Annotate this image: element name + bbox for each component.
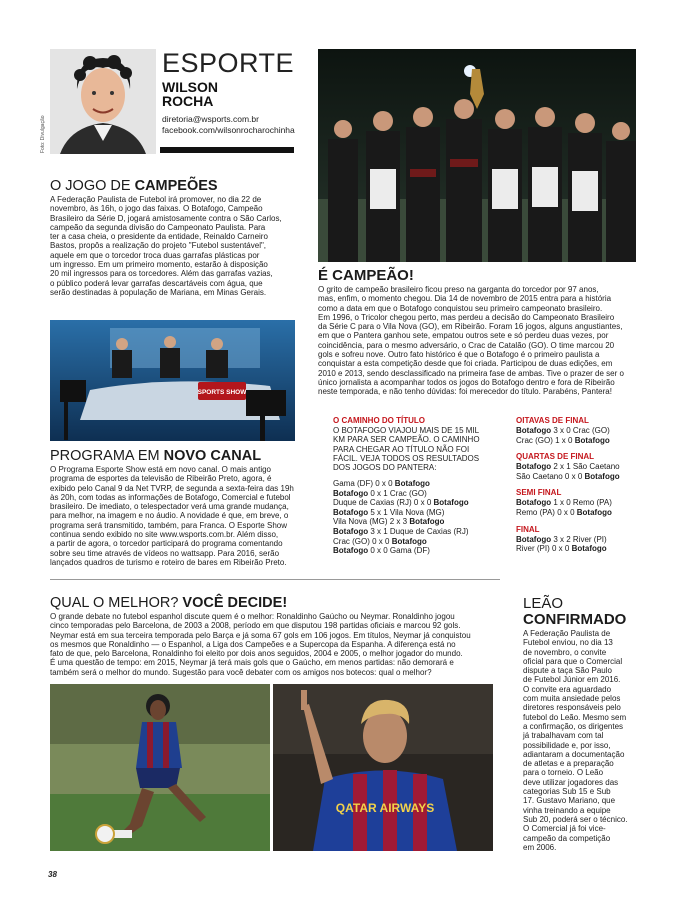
text-line: Sub 20, poderá ser o técnico. — [523, 814, 628, 824]
text-line: conquistar a esta competição desde que foi criada. Participou de duas edições, em — [318, 359, 613, 369]
result-row — [516, 544, 646, 554]
result-row — [516, 462, 646, 472]
result-team-botafogo: Botafogo — [333, 488, 369, 498]
article3-body — [50, 465, 300, 567]
text-line: campeão da segunda divisão do Campeonato Paulista. Para — [50, 222, 266, 232]
text-line: Brasileiro da Série D, jogará amistosamente contra o São Carlos, — [50, 213, 282, 223]
text-line: a confirmação, os dirigentes — [523, 721, 624, 731]
text-line: ter a casa cheia, o presidente da entidade, Reinaldo Carneiro — [50, 232, 268, 242]
text-line: novembro, às 16h, o jogo das faixas. O Botafogo, Campeão — [50, 204, 263, 214]
text-line: serão destinadas à população de Mariana, em Minas Gerais. — [50, 287, 267, 297]
text-line: exibido pelo Canal 9 da Net TVRP, de segunda a sexta-feira das 19h — [50, 483, 294, 493]
result-row — [333, 498, 513, 508]
article4-title-light: QUAL O MELHOR? — [50, 595, 183, 611]
caminho-title: O CAMINHO DO TÍTULO — [333, 416, 425, 425]
text-line: o público poderá levar garrafas descartáveis com água, que — [50, 278, 263, 288]
article4-title — [50, 595, 287, 611]
result-team-botafogo: Botafogo — [409, 517, 445, 527]
article4-body — [50, 612, 505, 677]
finals-stage-title: FINAL — [516, 524, 540, 534]
text-line: mas, enfim, o momento chegou. Dia 14 de novembro de 2015 entra para a história — [318, 294, 612, 304]
finals-stage-title: QUARTAS DE FINAL — [516, 452, 595, 462]
author-last-name: ROCHA — [162, 93, 214, 109]
article5-body — [523, 629, 643, 852]
finals-stage-title: SEMI FINAL — [516, 488, 562, 498]
text-line: de novembro, o convite — [523, 647, 607, 657]
result-row — [333, 517, 513, 527]
text-line: coincidência, para o mesmo adversário, o Crac de Catalão (GO). O time marcou 20 — [318, 340, 615, 350]
text-line: A Federação Paulista de Futebol irá promover, no dia 22 de — [50, 195, 262, 204]
text-line: O convite era aguardado — [523, 684, 612, 694]
text-line: FÁCIL. VEJA TODOS OS RESULTADOS — [333, 453, 480, 463]
text-line: KM PARA SER CAMPEÃO. O CAMINHO — [333, 435, 480, 445]
text-line: brasileiro. De imediato, o telespectador verá uma grande mudança, — [50, 502, 289, 512]
finals-stage-title: OITAVAS DE FINAL — [516, 416, 589, 425]
photo-credit: Foto: Divulgação — [40, 115, 46, 153]
result-left: Gama (DF) 0 x 0 — [333, 479, 395, 488]
text-line: campeão da competição — [523, 833, 611, 843]
article2-title: É CAMPEÃO! — [318, 267, 414, 284]
text-line: programa será transmitido, também, para Franca. O Esporte Show — [50, 520, 287, 530]
text-line: 2010 e 2013, sendo desclassificado na primeira fase de ambas. Tive o prazer de ser o — [318, 368, 624, 378]
text-line: da Série C para o Vila Nova (GO), em Ribeirão. Foram 16 jogos, alguns angustiantes, — [318, 322, 623, 332]
text-line: O grito de campeão brasileiro ficou preso na garganta do torcedor por 97 anos, — [318, 285, 599, 294]
result-team-botafogo: Botafogo — [333, 507, 369, 517]
result-team-botafogo: Botafogo — [333, 526, 369, 536]
result-team-botafogo: Botafogo — [516, 426, 552, 435]
result-team-botafogo: Botafogo — [433, 498, 469, 508]
neymar-shirt-text: QATAR AIRWAYS — [335, 801, 435, 815]
result-row — [333, 527, 513, 537]
text-line: adiantaram a documentação — [523, 749, 625, 759]
result-row — [516, 472, 646, 482]
article3-title-light: PROGRAMA EM — [50, 448, 164, 464]
result-team-botafogo: Botafogo — [516, 534, 552, 544]
result-right: 1 x 0 Remo (PA) — [551, 498, 612, 508]
article4-title-bold: VOCÊ DECIDE! — [182, 595, 288, 611]
article2-body — [318, 285, 640, 397]
text-line: Em 1996, o Tricolor chegou perto, mas perdeu a decisão do Campeonato Brasileiro — [318, 312, 615, 322]
author-first-name: WILSON — [162, 79, 218, 95]
result-right: 5 x 1 Vila Nova (MG) — [368, 507, 445, 517]
text-line: gols e sofreu nove. Outro fato histórico é que o Botafogo é o primeiro paulista a — [318, 350, 600, 360]
champions-photo — [318, 49, 636, 262]
text-line: Futebol enviou, no dia 13 — [523, 638, 613, 648]
text-line: programa de esportes da televisão de Ribeirão Preto, agora, é — [50, 474, 272, 484]
text-line: em 2006. — [523, 842, 557, 852]
text-line: para o torneio. O Leão — [523, 768, 604, 778]
text-line: O BOTAFOGO VIAJOU MAIS DE 15 MIL — [333, 426, 480, 435]
studio-photo — [50, 320, 295, 441]
text-line: como a data em que o Botafogo conquistou seu primeiro campeonato brasileiro. — [318, 303, 603, 313]
studio-sign: SPORTS SHOW — [197, 389, 247, 396]
result-team-botafogo: Botafogo — [391, 536, 427, 546]
text-line: sobre seu time através de vídeos no wattsapp. Para 2016, serão — [50, 548, 280, 558]
text-line: com muita ansiedade pelos — [523, 694, 621, 704]
result-row — [333, 546, 513, 556]
result-team-botafogo: Botafogo — [394, 479, 430, 488]
text-line: DOS JOGOS DO PANTERA: — [333, 463, 437, 473]
result-right: 0 x 0 Gama (DF) — [368, 546, 430, 556]
text-line: O Programa Esporte Show está em novo canal. O mais antigo — [50, 465, 271, 474]
article5-title-bold: CONFIRMADO — [523, 611, 627, 628]
result-right: 0 x 1 Crac (GO) — [368, 488, 427, 498]
text-line: PARA CHEGAR AO TÍTULO NÃO FOI — [333, 444, 470, 454]
result-left: River (PI) 0 x 0 — [516, 544, 572, 554]
page-number: 38 — [48, 870, 57, 879]
text-line: O grande debate no futebol espanhol discute quem é o melhor: Ronaldinho Gaúcho ou Neymar. Ronaldinho jogou — [50, 612, 455, 621]
text-line: de Futebol Júnior em 2016. — [523, 675, 621, 685]
result-row — [333, 508, 513, 518]
text-line: cinco temporadas pelo Barcelona, de 2003 a 2008, período em que disputou 198 partidas oficiais e marcou 92 gols. — [50, 621, 461, 631]
text-line: É uma questão de tempo: em 2015, Neymar já terá mais gols que o Gaúcho, em menos partidas: não demorará e — [50, 658, 454, 668]
section-title: ESPORTE — [162, 48, 295, 78]
result-team-botafogo: Botafogo — [516, 498, 552, 508]
result-row — [333, 479, 513, 489]
text-line: possibilidade e, por isso, — [523, 740, 611, 750]
finals-column — [516, 416, 646, 554]
article1-body — [50, 195, 296, 297]
result-left: Duque de Caxias (RJ) 0 x 0 — [333, 498, 434, 508]
neymar-photo — [273, 684, 493, 851]
result-right: 3 x 1 Duque de Caxias (RJ) — [368, 526, 469, 536]
text-line: também será o melhor do mundo. Sugestão para você debater com os amigos nos botecos: qual o melhor? — [50, 667, 432, 677]
caminho-results — [333, 479, 513, 556]
author-email[interactable]: diretoria@wsports.com.br — [162, 114, 259, 124]
article5-title-light: LEÃO — [523, 595, 564, 612]
result-left: Crac (GO) 1 x 0 — [516, 435, 575, 445]
text-line: oficial para que o Comercial — [523, 656, 623, 666]
text-line: lançados quadros de turismo e roteiro de bares em Ribeirão Preto. — [50, 557, 287, 567]
text-line: de atletas e a preparação — [523, 759, 614, 769]
result-row — [516, 498, 646, 508]
article3-title — [50, 448, 261, 464]
text-line: futebol do Leão. Mesmo sem — [523, 712, 627, 722]
text-line: os mesmos que Ronaldinho — o Espanhol, a Liga dos Campeões e a Supercopa da Espanha. A diferença está no — [50, 639, 456, 649]
result-left: Crac (GO) 0 x 0 — [333, 536, 392, 546]
text-line: Neymar está em sua terceira temporada pelo Barça e já soma 67 gols em 106 jogos. Em títulos, Neymar já conquistou — [50, 630, 471, 640]
result-row — [516, 508, 646, 518]
text-line: neste temporada, e não tenho dúvidas: foi merecedor do título. Parabéns, Pantera! — [318, 387, 612, 397]
result-row — [333, 489, 513, 499]
text-line: um ingresso. Em um primeiro momento, estarão à disposição — [50, 260, 268, 270]
text-line: para melhor, na imagem e no áudio. A novidade é que, em breve, o — [50, 511, 289, 521]
text-line: 20 mil ingressos para os torcedores. Além das garrafas vazias, — [50, 269, 273, 279]
result-left: Vila Nova (MG) 2 x 3 — [333, 517, 410, 527]
text-line: continua sendo exibido no site www.wsports.com.br. Além disso, — [50, 530, 279, 540]
header-rule — [160, 147, 294, 153]
text-line: em que o Pantera ganhou sete, empatou outros sete e só perdeu duas vezes, por — [318, 331, 609, 341]
result-row — [516, 426, 646, 436]
article1-title — [50, 178, 218, 194]
text-line: Bastos, propôs a realização do projeto "Futebol sustentável", — [50, 241, 267, 251]
text-line: às 20h, com todas as informações de Botafogo, Comercial e futebol — [50, 492, 291, 502]
text-line: vinha treinando a equipe — [523, 805, 611, 815]
result-team-botafogo: Botafogo — [333, 546, 369, 556]
result-right: 2 x 1 São Caetano — [551, 462, 620, 472]
text-line: único jornalista a acompanhar todos os jogos do Botafogo dentro e fora de Ribeirão — [318, 377, 615, 387]
text-line: deve utilizar jogadores das — [523, 777, 619, 787]
text-line: diretores responsáveis pelo — [523, 703, 621, 713]
text-line: O Comercial já foi vice- — [523, 824, 606, 834]
result-row — [333, 537, 513, 547]
result-team-botafogo: Botafogo — [516, 462, 552, 472]
article1-title-bold: CAMPEÕES — [134, 178, 218, 194]
result-right: 3 x 0 Crac (GO) — [551, 426, 610, 435]
result-row — [516, 436, 646, 446]
text-line: a partir de agora, o torcedor participará do programa comentando — [50, 539, 283, 549]
article1-title-light: O JOGO DE — [50, 178, 135, 194]
text-line: fato de que, pelo Barcelona, Ronaldinho foi eleito por dois anos seguidos, 2004 e 2005, o melhor jogador do mundo. — [50, 649, 463, 659]
text-line: 17. Gustavo Mariano, que — [523, 796, 616, 806]
result-team-botafogo: Botafogo — [574, 435, 610, 445]
result-row — [516, 535, 646, 545]
result-team-botafogo: Botafogo — [584, 471, 620, 481]
article3-title-bold: NOVO CANAL — [163, 448, 262, 464]
text-line: categorias Sub 15 e Sub — [523, 787, 611, 797]
text-line: aquele em que o torcedor troca duas garrafas plásticas por — [50, 250, 260, 260]
author-facebook[interactable]: facebook.com/wilsonrocharochinha — [162, 125, 295, 135]
text-line: dispute a taça São Paulo — [523, 666, 612, 676]
result-team-botafogo: Botafogo — [576, 507, 612, 517]
text-line: já trabalhavam com tal — [523, 731, 604, 741]
author-photo — [50, 49, 156, 154]
bottom-divider — [50, 579, 500, 580]
caminho-intro — [333, 426, 513, 472]
ronaldinho-photo — [50, 684, 270, 851]
result-left: São Caetano 0 x 0 — [516, 471, 585, 481]
result-team-botafogo: Botafogo — [571, 544, 607, 554]
text-line: A Federação Paulista de — [523, 629, 611, 638]
result-left: Remo (PA) 0 x 0 — [516, 507, 577, 517]
result-right: 3 x 2 River (PI) — [551, 534, 607, 544]
